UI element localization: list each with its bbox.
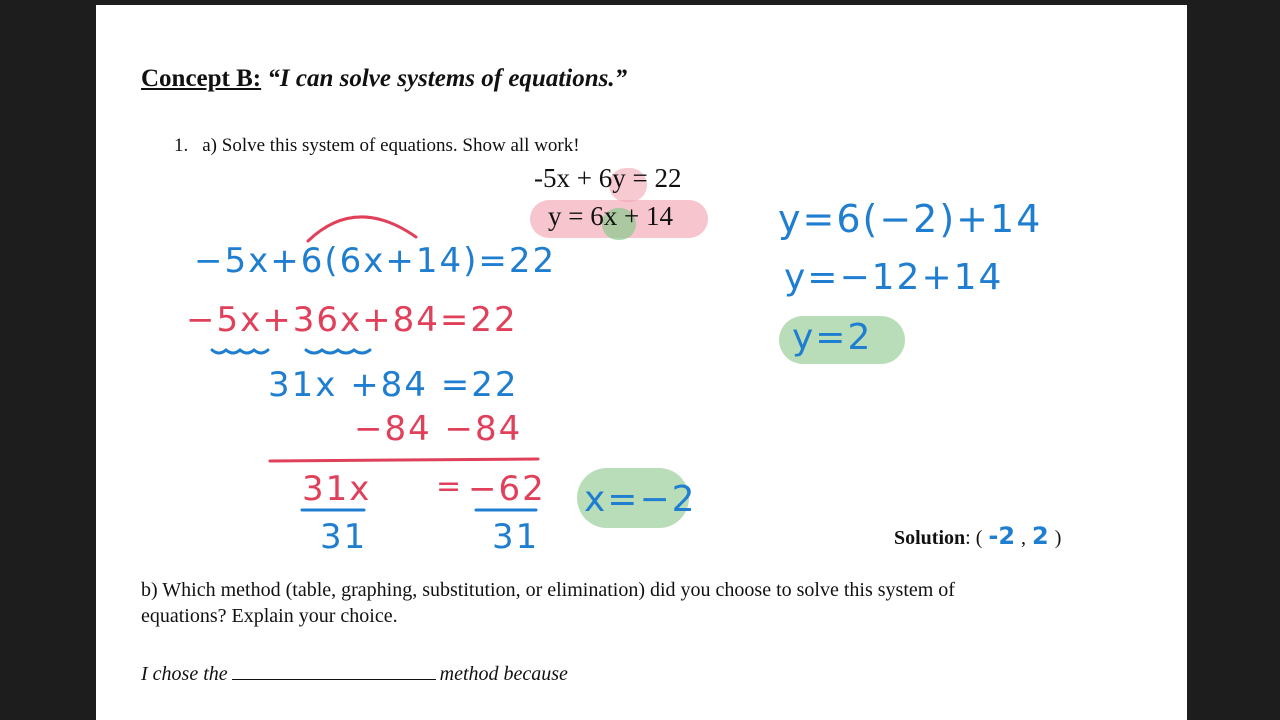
work-step-2: −5x+36x+84=22 [186, 300, 518, 340]
y-result: y=2 [792, 317, 873, 358]
answer-suffix: method because [439, 663, 568, 685]
worksheet-page [96, 5, 1187, 720]
question-1a-text: a) Solve this system of equations. Show all work! [202, 135, 580, 156]
system-equation-1: -5x + 6y = 22 [534, 163, 682, 193]
work-step-6-left: 31 [320, 517, 368, 557]
work-step-6-right: 31 [492, 517, 540, 557]
question-1b-text: b) Which method (table, graphing, substitution, or elimination) did you choose to solve this system of equations? Explain your choice. [141, 579, 955, 627]
work-step-3: 31x +84 =22 [268, 365, 519, 405]
work-step-5-equals: = [436, 469, 464, 504]
distribute-arc [308, 217, 416, 241]
work-step-5-left: 31x [302, 469, 372, 509]
underline-5x [212, 350, 268, 353]
y-step-1: y=6(−2)+14 [778, 197, 1043, 241]
question-number: 1. [174, 135, 189, 156]
concept-label: Concept B: [141, 65, 262, 92]
work-step-1: −5x+6(6x+14)=22 [194, 241, 557, 281]
method-answer-line [141, 661, 568, 686]
x-result: x=−2 [584, 479, 697, 520]
solution-y: 2 [1032, 522, 1049, 550]
subtraction-bar [270, 459, 538, 461]
concept-statement: “I can solve systems of equations.” [267, 65, 628, 92]
answer-prefix: I chose the [141, 663, 228, 685]
underline-36x [306, 350, 370, 353]
solution-label: Solution [894, 527, 966, 549]
y-step-2: y=−12+14 [784, 257, 1004, 298]
work-step-4: −84 −84 [354, 409, 523, 449]
system-equation-2: y = 6x + 14 [548, 201, 673, 231]
work-step-5-right: −62 [468, 469, 546, 509]
method-blank[interactable] [232, 661, 436, 680]
solution-x: -2 [988, 522, 1016, 550]
solution-line: Solution: ( -2 , 2 ) [894, 522, 1062, 550]
